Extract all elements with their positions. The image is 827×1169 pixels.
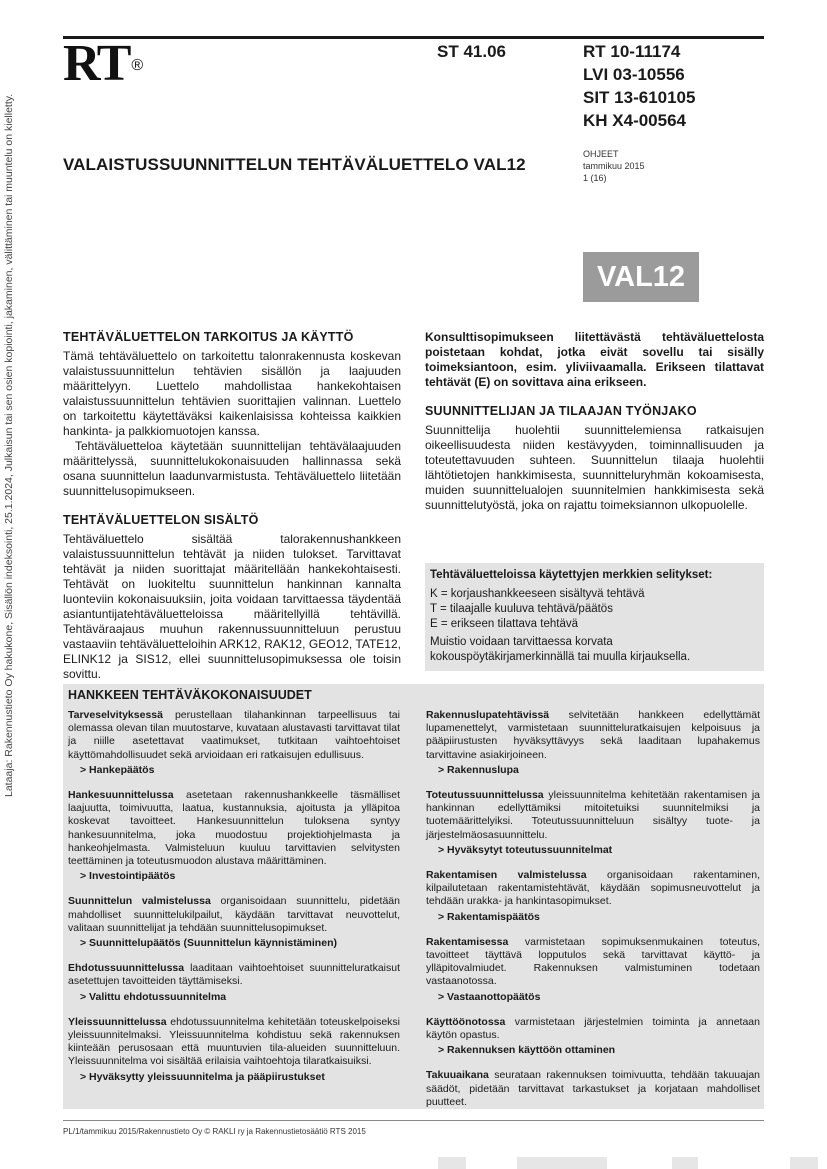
phase-term: Toteutussuunnittelussa	[426, 789, 544, 802]
legend-item-e: E = erikseen tilattava tehtävä	[430, 618, 578, 630]
phase-text: yleissuunnitelma kehitetään rakentamisen ja hankinnan edellyttämiksi mitoitetuiksi suunnitelmiksi ja tuotemäärittelyiksi. Toteutussuunnitteluun sisältyy tuote- ja järjestelmäosasuunnittelu.	[426, 789, 760, 841]
footer-rule	[63, 1120, 764, 1121]
footer-shade	[438, 1157, 466, 1169]
document-meta	[583, 148, 645, 184]
phases-left-column	[68, 709, 400, 1096]
phase-term: Rakentamisessa	[426, 935, 509, 948]
phase-result: > Investointipäätös	[80, 870, 176, 883]
phase-text: seurataan rakennuksen toimivuutta, tehdään takuuajan säädöt, pidetään tarvittavat tarkastukset ja korjataan mahdolliset puutteet.	[426, 1069, 760, 1108]
footer-shade	[790, 1157, 818, 1169]
legend-item-t: T = tilaajalle kuuluva tehtävä/päätös	[430, 603, 613, 615]
top-rule	[63, 36, 764, 39]
phase-block	[426, 789, 760, 857]
legend-note: Muistio voidaan tarvittaessa korvata kokouspöytäkirjamerkinnällä tai muulla kirjauksella.	[430, 636, 691, 663]
footer-shade	[517, 1157, 607, 1169]
phase-text: asetetaan rakennushankkeelle täsmälliset laajuutta, toimivuutta, laatua, kustannuksia, ajoitusta ja ylläpitoa koskevat tavoitteet. Hankesuunnittelun tuloksena syntyy hankesuunnitelma, joka muodostuu projektiohjelmasta ja hankeohjelmasta. Valmisteluun kuuluu tarvittavien selvitysten teettäminen ja toteutusmuodon alustava määrittäminen.	[68, 789, 400, 868]
phase-result: > Rakennuksen käyttöön ottaminen	[438, 1044, 616, 1057]
legend-item-k: K = korjaushankkeeseen sisältyvä tehtävä	[430, 588, 645, 600]
code-kh: KH X4-00564	[583, 111, 687, 130]
phase-result: > Valittu ehdotussuunnitelma	[80, 990, 227, 1003]
meta-type: OHJEET	[583, 149, 619, 159]
section-heading-content: TEHTÄVÄLUETTELON SISÄLTÖ	[63, 513, 259, 527]
phase-term: Rakennuslupatehtävissä	[426, 709, 550, 721]
phase-block	[426, 869, 760, 924]
page-title: VALAISTUSSUUNNITTELUN TEHTÄVÄLUETTELO VAL12	[63, 155, 526, 174]
phase-result: > Vastaanottopäätös	[438, 990, 541, 1003]
phase-block	[68, 709, 400, 777]
legend-box	[425, 563, 764, 671]
phase-result: > Hankepäätös	[80, 763, 155, 776]
phase-block	[426, 1016, 760, 1058]
phase-result: > Hyväksytyt toteutussuunnitelmat	[438, 843, 613, 856]
phase-text: selvitetään hankkeen edellyttämät lupamenettelyt, varmistetaan suunnitteluratkaisujen kelpoisuus ja pääpiirustusten hyväksyttävyys sekä laaditaan lupahakemus tarvittavine asiakirjoineen.	[426, 709, 760, 761]
phase-text: laaditaan vaihtoehtoiset suunnitteluratkaisut asetettujen tavoitteiden täyttämiseksi.	[68, 962, 400, 988]
phase-text: ehdotussuunnitelma kehitetään toteuskelpoiseksi yleissuunnitelmaksi. Yleissuunnitelma kohdistuu sekä rakennuksen kiinteään perusosaan että muuntuvien tila-alueiden suunnitteluun. Yleissuunnitelma voi sisältää erilaisia vaihtoehtoja tilaratkaisuiksi.	[68, 1015, 400, 1068]
phases-title: HANKKEEN TEHTÄVÄKOKONAISUUDET	[68, 688, 312, 702]
phase-result: > Hyväksytty yleissuunnitelma ja pääpiirustukset	[80, 1070, 325, 1083]
phase-result: > Rakennuslupa	[438, 763, 519, 776]
code-sit: SIT 13-610105	[583, 88, 696, 107]
bold-paragraph: Konsulttisopimukseen liitettävästä tehtäväluettelosta poistetaan kohdat, jotka eivät sovellu tai sisälly toimeksiantoon, esim. yliviivaamalla. Erikseen tilattavat tehtävät (E) on sovittava aina erikseen.	[425, 330, 764, 389]
phase-result: > Suunnittelupäätös (Suunnittelun käynnistäminen)	[80, 937, 337, 950]
phase-term: Hankesuunnittelussa	[68, 789, 174, 802]
right-column	[425, 330, 764, 513]
document-codes	[583, 40, 695, 132]
phase-term: Yleissuunnittelussa	[68, 1015, 167, 1028]
phase-text: varmistetaan järjestelmien toiminta ja annetaan käytön opastus.	[426, 1015, 760, 1042]
phase-block	[68, 962, 400, 1004]
phase-term: Suunnittelun valmistelussa	[68, 895, 211, 908]
phase-term: Ehdotussuunnittelussa	[68, 962, 185, 975]
phase-block	[68, 1016, 400, 1084]
code-rt: RT 10-11174	[583, 42, 681, 61]
phases-right-column	[426, 709, 760, 1121]
code-lvi: LVI 03-10556	[583, 65, 685, 84]
phase-block	[68, 789, 400, 883]
left-column	[63, 330, 401, 682]
meta-date: tammikuu 2015	[583, 161, 645, 171]
paragraph: Tehtäväluettelo sisältää talorakennushankkeen valaistussuunnittelun tehtävät ja niiden tulokset. Tarvittavat tehtävät ja niiden suorittajat määritellään hankekohtaisesti. Tehtävät on luokiteltu suunnittelun hankinnan kannalta luonteviin kokonaisuuksiin, joita voidaan tarvittaessa täydentää asiantuntijatehtäväluetteloissa määritellyillä tehtävillä. Tehtäväraajaus muuhun rakennussuunnitteluun perustuu vastaaviin tehtäväluetteloihin ARK12, RAK12, GEO12, TATE12, ELINK12 ja SIS12, ellei suunnittelusopimuksessa ole toisin sovittu.	[63, 532, 401, 681]
download-notice: Lataaja: Rakennustieto Oy hakukone, Sisällön indeksointi, 25.1.2024, Julkaisun tai sen osien kopiointi, jakaminen, välittäminen tai muuntelu on kielletty.	[3, 93, 15, 797]
phase-term: Takuuaikana	[426, 1069, 489, 1082]
phase-block	[68, 895, 400, 950]
phase-block	[426, 936, 760, 1004]
legend-title: Tehtäväluetteloissa käytettyjen merkkien selitykset:	[430, 569, 713, 581]
footer-text: PL/1/tammikuu 2015/Rakennustieto Oy © RAKLI ry ja Rakennustietosäätiö RTS 2015	[63, 1127, 366, 1136]
paragraph: Tämä tehtäväluettelo on tarkoitettu talonrakennusta koskevan valaistussuunnittelun tehtävien sisällön ja laajuuden määrittelyyn. Luettelo mahdollistaa hankekohtaisen valaistussuunnittelun tehtävien suorittajien valinnan. Luettelo on tarkoitettu käytettäväksi kaikenlaisissa kohteissa kaikkien hankinta- ja palkkiomuotojen kanssa.	[63, 349, 401, 438]
phase-text: varmistetaan sopimuksenmukainen toteutus, tavoitteet täyttävä lopputulos sekä tarvittavat käyttö- ja ylläpitovalmiudet. Rakennuksen valmistuminen todetaan vastaanotossa.	[426, 935, 760, 988]
section-heading-purpose: TEHTÄVÄLUETTELON TARKOITUS JA KÄYTTÖ	[63, 330, 354, 344]
phase-text: organisoidaan suunnittelu, pidetään mahdolliset suunnittelukilpailut, käydään tarvittavat neuvottelut, valitaan suunnittelijat ja tehdään suunnittelusopimukset.	[68, 895, 400, 934]
paragraph: Suunnittelija huolehtii suunnittelemiensa ratkaisujen oikeellisuudesta niiden kestävyyden, toiminnallisuuden ja toteutettavuuden suhteen. Suunnittelun tilaaja huolehtii lähtötietojen hankkimisesta, suunnitteluryhmän kokoamisesta, muiden suunnittelualojen suunnitelmien hankkimisesta sekä suunnittelutyöstä, joka on rajattu toimeksiannon ulkopuolelle.	[425, 423, 764, 512]
phase-term: Käyttöönotossa	[426, 1015, 506, 1028]
phase-text: organisoidaan rakentaminen, kilpailutetaan rakentamistehtävät, käydään sopimusneuvottelut ja tehdään urakka- ja hankintasopimukset.	[426, 869, 760, 908]
paragraph: Tehtäväluetteloa käytetään suunnittelijan tehtävälaajuuden määrittelyssä, suunnittelukokonaisuuden hallinnassa sekä osana suunnittelun laadunvarmistusta. Tehtäväluettelo liitetään suunnittelusopimukseen.	[63, 439, 401, 498]
rt-logo: RT ®	[63, 35, 142, 92]
section-heading-division: SUUNNITTELIJAN JA TILAAJAN TYÖNJAKO	[425, 404, 697, 418]
st-code: ST 41.06	[437, 42, 506, 61]
val12-badge: VAL12	[583, 252, 699, 302]
meta-page: 1 (16)	[583, 173, 607, 183]
phase-block	[426, 709, 760, 777]
phase-block	[426, 1069, 760, 1109]
phase-result: > Rakentamispäätös	[438, 910, 540, 923]
phase-term: Rakentamisen valmistelussa	[426, 869, 587, 882]
footer-shade	[672, 1157, 698, 1169]
phase-term: Tarveselvityksessä	[68, 709, 163, 721]
phase-text: perustellaan tilahankinnan tarpeellisuus tai olemassa olevan tilan muutostarve, kuvataan alustavasti tarvittavat tilat ja niille asetettavat vaatimukset, tutkitaan vaihtoehtoiset käyttömahdollisuudet sekä arvioidaan eri ratkaisujen edullisuus.	[68, 709, 400, 761]
registered-mark: ®	[131, 57, 142, 74]
